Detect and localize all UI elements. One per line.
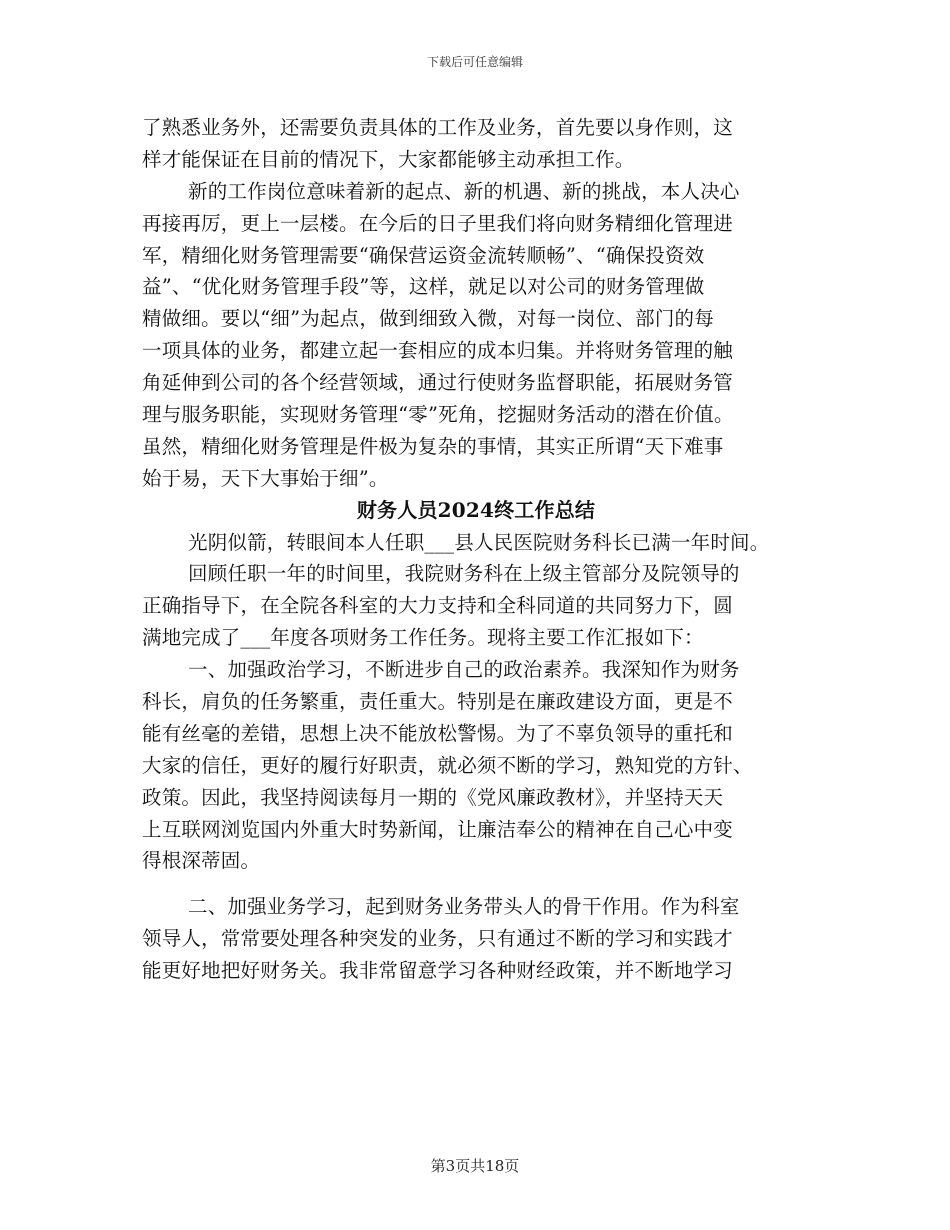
text-line: 始于易，天下大事始于细”。 [142,466,389,490]
text-line: 样才能保证在目前的情况下，大家都能够主动承担工作。 [142,147,635,171]
text-line: 理与服务职能，实现财务管理“零”死角，挖掘财务活动的潜在价值。 [142,403,734,427]
text-line: 政策。因此，我坚持阅读每月一期的《党风廉政教材》，并坚持天天 [142,785,724,809]
text-line: 能更好地把好财务关。我非常留意学习各种财经政策，并不断地学习 [142,959,734,983]
text-line: 满地完成了___年度各项财务工作任务。现将主要工作汇报如下： [142,626,704,650]
paragraph [142,112,810,176]
text-line: 回顾任职一年的时间里，我院财务科在上级主管部分及院领导的 [188,562,740,586]
paragraph [142,176,810,495]
paragraph [142,654,810,877]
section-title: 财务人员2024终工作总结 [356,497,596,522]
text-line: 上互联网浏览国内外重大时势新闻，让廉洁奉公的精神在自己心中变 [142,817,734,841]
paragraph [142,527,810,559]
text-line: 虽然，精细化财务管理是件极为复杂的事情，其实正所谓“天下难事 [142,434,724,458]
text-line: 精做细。要以“细”为起点，做到细致入微，对每一岗位、部门的每 [142,307,714,331]
text-line: 大家的信任，更好的履行好职责，就必须不断的学习，熟知党的方针、 [142,753,753,777]
text-line: 军，精细化财务管理需要“确保营运资金流转顺畅”、“确保投资效 [142,243,705,267]
text-line: 科长，肩负的任务繁重，责任重大。特别是在廉政建设方面，更是不 [142,690,734,714]
text-line: 光阴似箭，转眼间本人任职___县人民医院财务科长已满一年时间。 [188,530,770,554]
page-footer: 第3页共18页 [430,1157,520,1175]
text-line: 角延伸到公司的各个经营领域，通过行使财务监督职能，拓展财务管 [142,371,734,395]
paragraph [142,891,810,987]
text-line: 新的工作岗位意味着新的起点、新的机遇、新的挑战，本人决心 [188,179,740,203]
text-line: 益”、“优化财务管理手段”等，这样，就足以对公司的财务管理做 [142,275,705,299]
page-header: 下载后可任意编辑 [426,55,523,69]
text-line: 正确指导下，在全院各科室的大力支持和全科同道的共同努力下，圆 [142,594,734,618]
document-body [142,112,810,987]
text-line: 了熟悉业务外，还需要负责具体的工作及业务，首先要以身作则，这 [142,116,734,139]
text-line: 得根深蒂固。 [142,849,261,873]
text-line: 能有丝毫的差错，思想上决不能放松警惕。为了不辜负领导的重托和 [142,721,734,745]
paragraph-gap [142,877,810,891]
text-line: 二、加强业务学习，起到财务业务带头人的骨干作用。作为科室 [188,895,740,919]
paragraph [142,558,810,654]
text-line: 一项具体的业务，都建立起一套相应的成本归集。并将财务管理的触 [142,339,734,363]
text-line: 一、加强政治学习，不断进步自己的政治素养。我深知作为财务 [188,658,740,682]
text-line: 领导人，常常要处理各种突发的业务，只有通过不断的学习和实践才 [142,927,734,951]
text-line: 再接再厉，更上一层楼。在今后的日子里我们将向财务精细化管理进 [142,211,734,235]
